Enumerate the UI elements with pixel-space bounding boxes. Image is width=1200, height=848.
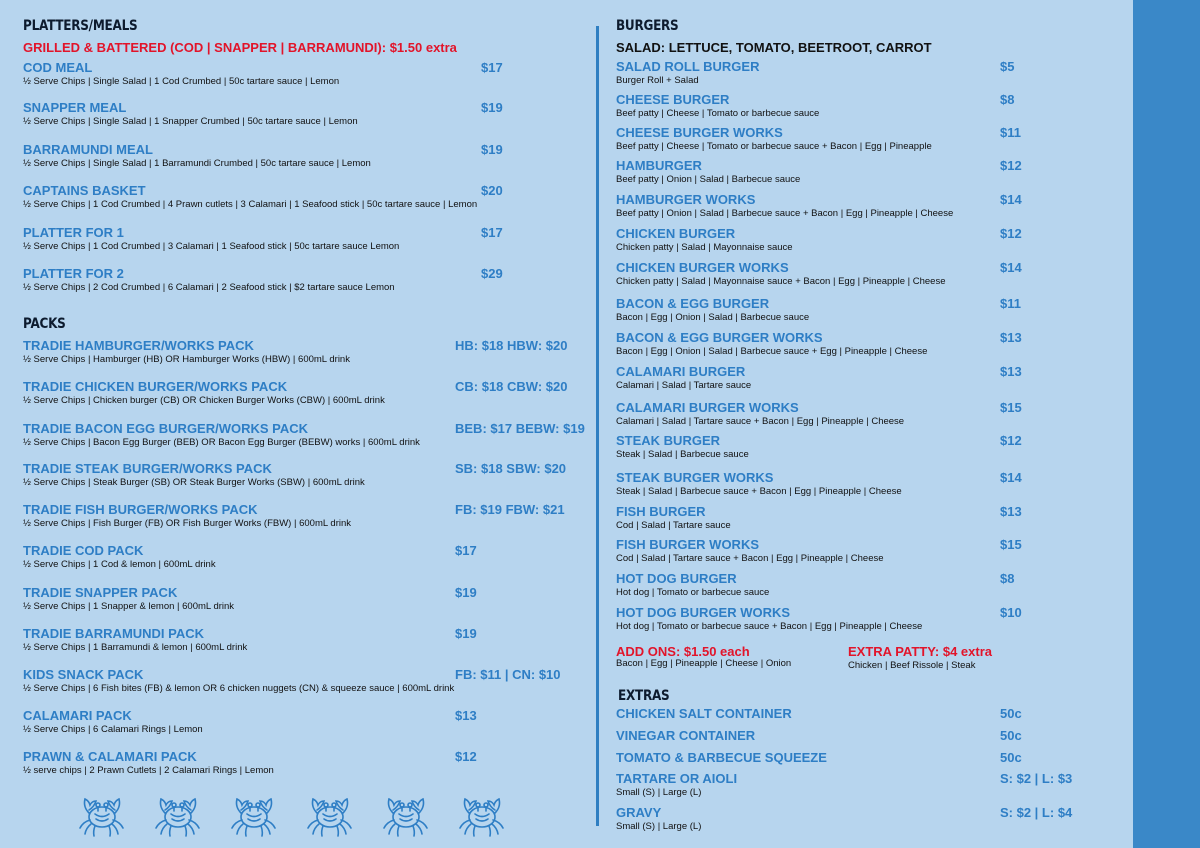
item-price: $13 <box>1000 330 1022 345</box>
item-name: CALAMARI BURGER <box>616 364 746 379</box>
item-price: $29 <box>481 266 503 281</box>
item-desc: Bacon | Egg | Onion | Salad | Barbecue sauce <box>616 312 810 323</box>
crab-icon <box>227 787 281 841</box>
item-name: CHICKEN SALT CONTAINER <box>616 706 792 721</box>
item-name: BARRAMUNDI MEAL <box>23 142 153 157</box>
item-price: $12 <box>455 749 477 764</box>
item-desc: ½ Serve Chips | 1 Cod Crumbed | 4 Prawn cutlets | 3 Calamari | 1 Seafood stick | 50c tartare sauce | Lemon <box>23 199 478 210</box>
crab-icon <box>455 787 509 841</box>
platters-heading: PLATTERS/MEALS <box>23 18 138 34</box>
item-name: CHEESE BURGER <box>616 92 730 107</box>
item-price: S: $2 | L: $4 <box>1000 805 1073 820</box>
item-name: TRADIE BACON EGG BURGER/WORKS PACK <box>23 421 309 436</box>
item-name: KIDS SNACK PACK <box>23 667 144 682</box>
item-name: CHEESE BURGER WORKS <box>616 125 783 140</box>
item-name: TRADIE HAMBURGER/WORKS PACK <box>23 338 254 353</box>
item-price: $19 <box>455 626 477 641</box>
item-name: COD MEAL <box>23 60 93 75</box>
item-price: S: $2 | L: $3 <box>1000 771 1073 786</box>
item-name: FISH BURGER <box>616 504 706 519</box>
item-price: $10 <box>1000 605 1022 620</box>
item-desc: ½ Serve Chips | Single Salad | 1 Cod Crumbed | 50c tartare sauce | Lemon <box>23 76 340 87</box>
item-desc: Steak | Salad | Barbecue sauce + Bacon | Egg | Pineapple | Cheese <box>616 486 902 497</box>
item-desc: ½ Serve Chips | 1 Snapper & lemon | 600mL drink <box>23 601 235 612</box>
item-name: CHICKEN BURGER WORKS <box>616 260 789 275</box>
item-price: FB: $11 | CN: $10 <box>455 667 561 682</box>
item-price: $15 <box>1000 537 1022 552</box>
item-desc: Bacon | Egg | Onion | Salad | Barbecue sauce + Egg | Pineapple | Cheese <box>616 346 928 357</box>
item-name: PLATTER FOR 1 <box>23 225 124 240</box>
item-desc: Small (S) | Large (L) <box>616 821 702 832</box>
item-name: TRADIE STEAK BURGER/WORKS PACK <box>23 461 272 476</box>
item-price: FB: $19 FBW: $21 <box>455 502 565 517</box>
item-name: BACON & EGG BURGER <box>616 296 770 311</box>
item-desc: ½ Serve Chips | Single Salad | 1 Barramundi Crumbed | 50c tartare sauce | Lemon <box>23 158 371 169</box>
packs-heading: PACKS <box>23 316 66 332</box>
item-desc: ½ Serve Chips | Bacon Egg Burger (BEB) OR Bacon Egg Burger (BEBW) works | 600mL drink <box>23 437 420 448</box>
item-price: $17 <box>481 60 503 75</box>
item-desc: ½ Serve Chips | 1 Cod & lemon | 600mL drink <box>23 559 216 570</box>
item-desc: ½ Serve Chips | 2 Cod Crumbed | 6 Calamari | 2 Seafood stick | $2 tartare sauce Lemon <box>23 282 395 293</box>
item-name: SNAPPER MEAL <box>23 100 127 115</box>
item-price: $12 <box>1000 433 1022 448</box>
item-price: BEB: $17 BEBW: $19 <box>455 421 585 436</box>
item-name: BACON & EGG BURGER WORKS <box>616 330 823 345</box>
item-price: $17 <box>481 225 503 240</box>
item-desc: Beef patty | Cheese | Tomato or barbecue sauce + Bacon | Egg | Pineapple <box>616 141 932 152</box>
item-price: $11 <box>1000 296 1021 311</box>
item-price: 50c <box>1000 750 1022 765</box>
item-name: HOT DOG BURGER WORKS <box>616 605 791 620</box>
addons-desc: Bacon | Egg | Pineapple | Cheese | Onion <box>616 658 792 669</box>
item-price: $19 <box>481 142 503 157</box>
item-price: $20 <box>481 183 503 198</box>
item-desc: Calamari | Salad | Tartare sauce <box>616 380 752 391</box>
item-desc: ½ Serve Chips | 1 Cod Crumbed | 3 Calamari | 1 Seafood stick | 50c tartare sauce Lemon <box>23 241 400 252</box>
item-name: GRAVY <box>616 805 662 820</box>
item-desc: ½ Serve Chips | Fish Burger (FB) OR Fish Burger Works (FBW) | 600mL drink <box>23 518 352 529</box>
item-price: $14 <box>1000 260 1022 275</box>
side-band <box>1133 0 1200 848</box>
item-name: TRADIE SNAPPER PACK <box>23 585 178 600</box>
item-price: $8 <box>1000 571 1015 586</box>
item-desc: Cod | Salad | Tartare sauce <box>616 520 731 531</box>
item-desc: Beef patty | Onion | Salad | Barbecue sauce <box>616 174 801 185</box>
item-desc: Beef patty | Onion | Salad | Barbecue sauce + Bacon | Egg | Pineapple | Cheese <box>616 208 954 219</box>
crab-decoration <box>75 787 525 843</box>
item-name: TRADIE FISH BURGER/WORKS PACK <box>23 502 258 517</box>
item-price: $12 <box>1000 158 1022 173</box>
item-price: 50c <box>1000 706 1022 721</box>
item-price: $11 <box>1000 125 1021 140</box>
item-desc: Cod | Salad | Tartare sauce + Bacon | Egg | Pineapple | Cheese <box>616 553 884 564</box>
item-desc: Hot dog | Tomato or barbecue sauce + Bacon | Egg | Pineapple | Cheese <box>616 621 923 632</box>
item-price: $17 <box>455 543 477 558</box>
crab-icon <box>303 787 357 841</box>
item-price: $5 <box>1000 59 1015 74</box>
burgers-heading: BURGERS <box>616 18 679 34</box>
item-desc: ½ Serve Chips | Chicken burger (CB) OR Chicken Burger Works (CBW) | 600mL drink <box>23 395 385 406</box>
item-price: $14 <box>1000 470 1022 485</box>
item-desc: ½ Serve Chips | 6 Calamari Rings | Lemon <box>23 724 203 735</box>
item-desc: ½ Serve Chips | Single Salad | 1 Snapper Crumbed | 50c tartare sauce | Lemon <box>23 116 358 127</box>
extras-heading: EXTRAS <box>618 688 670 704</box>
item-name: CAPTAINS BASKET <box>23 183 146 198</box>
column-divider <box>596 26 599 826</box>
item-name: SALAD ROLL BURGER <box>616 59 760 74</box>
item-desc: Steak | Salad | Barbecue sauce <box>616 449 749 460</box>
item-name: HOT DOG BURGER <box>616 571 737 586</box>
salad-note: SALAD: LETTUCE, TOMATO, BEETROOT, CARROT <box>616 40 932 55</box>
item-price: 50c <box>1000 728 1022 743</box>
crab-icon <box>151 787 205 841</box>
item-desc: Calamari | Salad | Tartare sauce + Bacon | Egg | Pineapple | Cheese <box>616 416 905 427</box>
item-name: FISH BURGER WORKS <box>616 537 759 552</box>
item-desc: Chicken patty | Salad | Mayonnaise sauce <box>616 242 793 253</box>
item-price: SB: $18 SBW: $20 <box>455 461 567 476</box>
item-name: STEAK BURGER <box>616 433 721 448</box>
item-desc: Chicken patty | Salad | Mayonnaise sauce + Bacon | Egg | Pineapple | Cheese <box>616 276 946 287</box>
item-price: $8 <box>1000 92 1015 107</box>
item-name: STEAK BURGER WORKS <box>616 470 774 485</box>
item-desc: ½ Serve Chips | Hamburger (HB) OR Hamburger Works (HBW) | 600mL drink <box>23 354 350 365</box>
item-desc: Small (S) | Large (L) <box>616 787 702 798</box>
crab-icon <box>379 787 433 841</box>
item-price: CB: $18 CBW: $20 <box>455 379 568 394</box>
item-desc: ½ serve chips | 2 Prawn Cutlets | 2 Calamari Rings | Lemon <box>23 765 274 776</box>
grilled-note: GRILLED & BATTERED (COD | SNAPPER | BARRAMUNDI): $1.50 extra <box>23 40 457 55</box>
extra-patty-desc: Chicken | Beef Rissole | Steak <box>848 660 976 671</box>
item-price: $13 <box>455 708 477 723</box>
item-price: $15 <box>1000 400 1022 415</box>
item-name: VINEGAR CONTAINER <box>616 728 756 743</box>
item-name: CALAMARI PACK <box>23 708 132 723</box>
item-price: $13 <box>1000 504 1022 519</box>
item-price: HB: $18 HBW: $20 <box>455 338 568 353</box>
item-name: CALAMARI BURGER WORKS <box>616 400 799 415</box>
item-desc: Beef patty | Cheese | Tomato or barbecue sauce <box>616 108 820 119</box>
item-name: CHICKEN BURGER <box>616 226 736 241</box>
item-desc: Burger Roll + Salad <box>616 75 699 86</box>
extra-patty-label: EXTRA PATTY: $4 extra <box>848 644 992 659</box>
item-price: $19 <box>455 585 477 600</box>
item-name: TRADIE COD PACK <box>23 543 144 558</box>
item-price: $19 <box>481 100 503 115</box>
item-desc: Hot dog | Tomato or barbecue sauce <box>616 587 770 598</box>
item-name: PRAWN & CALAMARI PACK <box>23 749 197 764</box>
item-name: PLATTER FOR 2 <box>23 266 124 281</box>
item-price: $12 <box>1000 226 1022 241</box>
item-name: HAMBURGER WORKS <box>616 192 756 207</box>
item-name: TRADIE BARRAMUNDI PACK <box>23 626 205 641</box>
item-name: TOMATO & BARBECUE SQUEEZE <box>616 750 827 765</box>
item-name: HAMBURGER <box>616 158 702 173</box>
item-name: TRADIE CHICKEN BURGER/WORKS PACK <box>23 379 288 394</box>
item-desc: ½ Serve Chips | 6 Fish bites (FB) & lemon OR 6 chicken nuggets (CN) & squeeze sauce | 600mL drink <box>23 683 455 694</box>
item-price: $13 <box>1000 364 1022 379</box>
item-desc: ½ Serve Chips | 1 Barramundi & lemon | 600mL drink <box>23 642 248 653</box>
crab-icon <box>75 787 129 841</box>
item-name: TARTARE OR AIOLI <box>616 771 738 786</box>
item-price: $14 <box>1000 192 1022 207</box>
addons-label: ADD ONS: $1.50 each <box>616 644 750 659</box>
item-desc: ½ Serve Chips | Steak Burger (SB) OR Steak Burger Works (SBW) | 600mL drink <box>23 477 365 488</box>
